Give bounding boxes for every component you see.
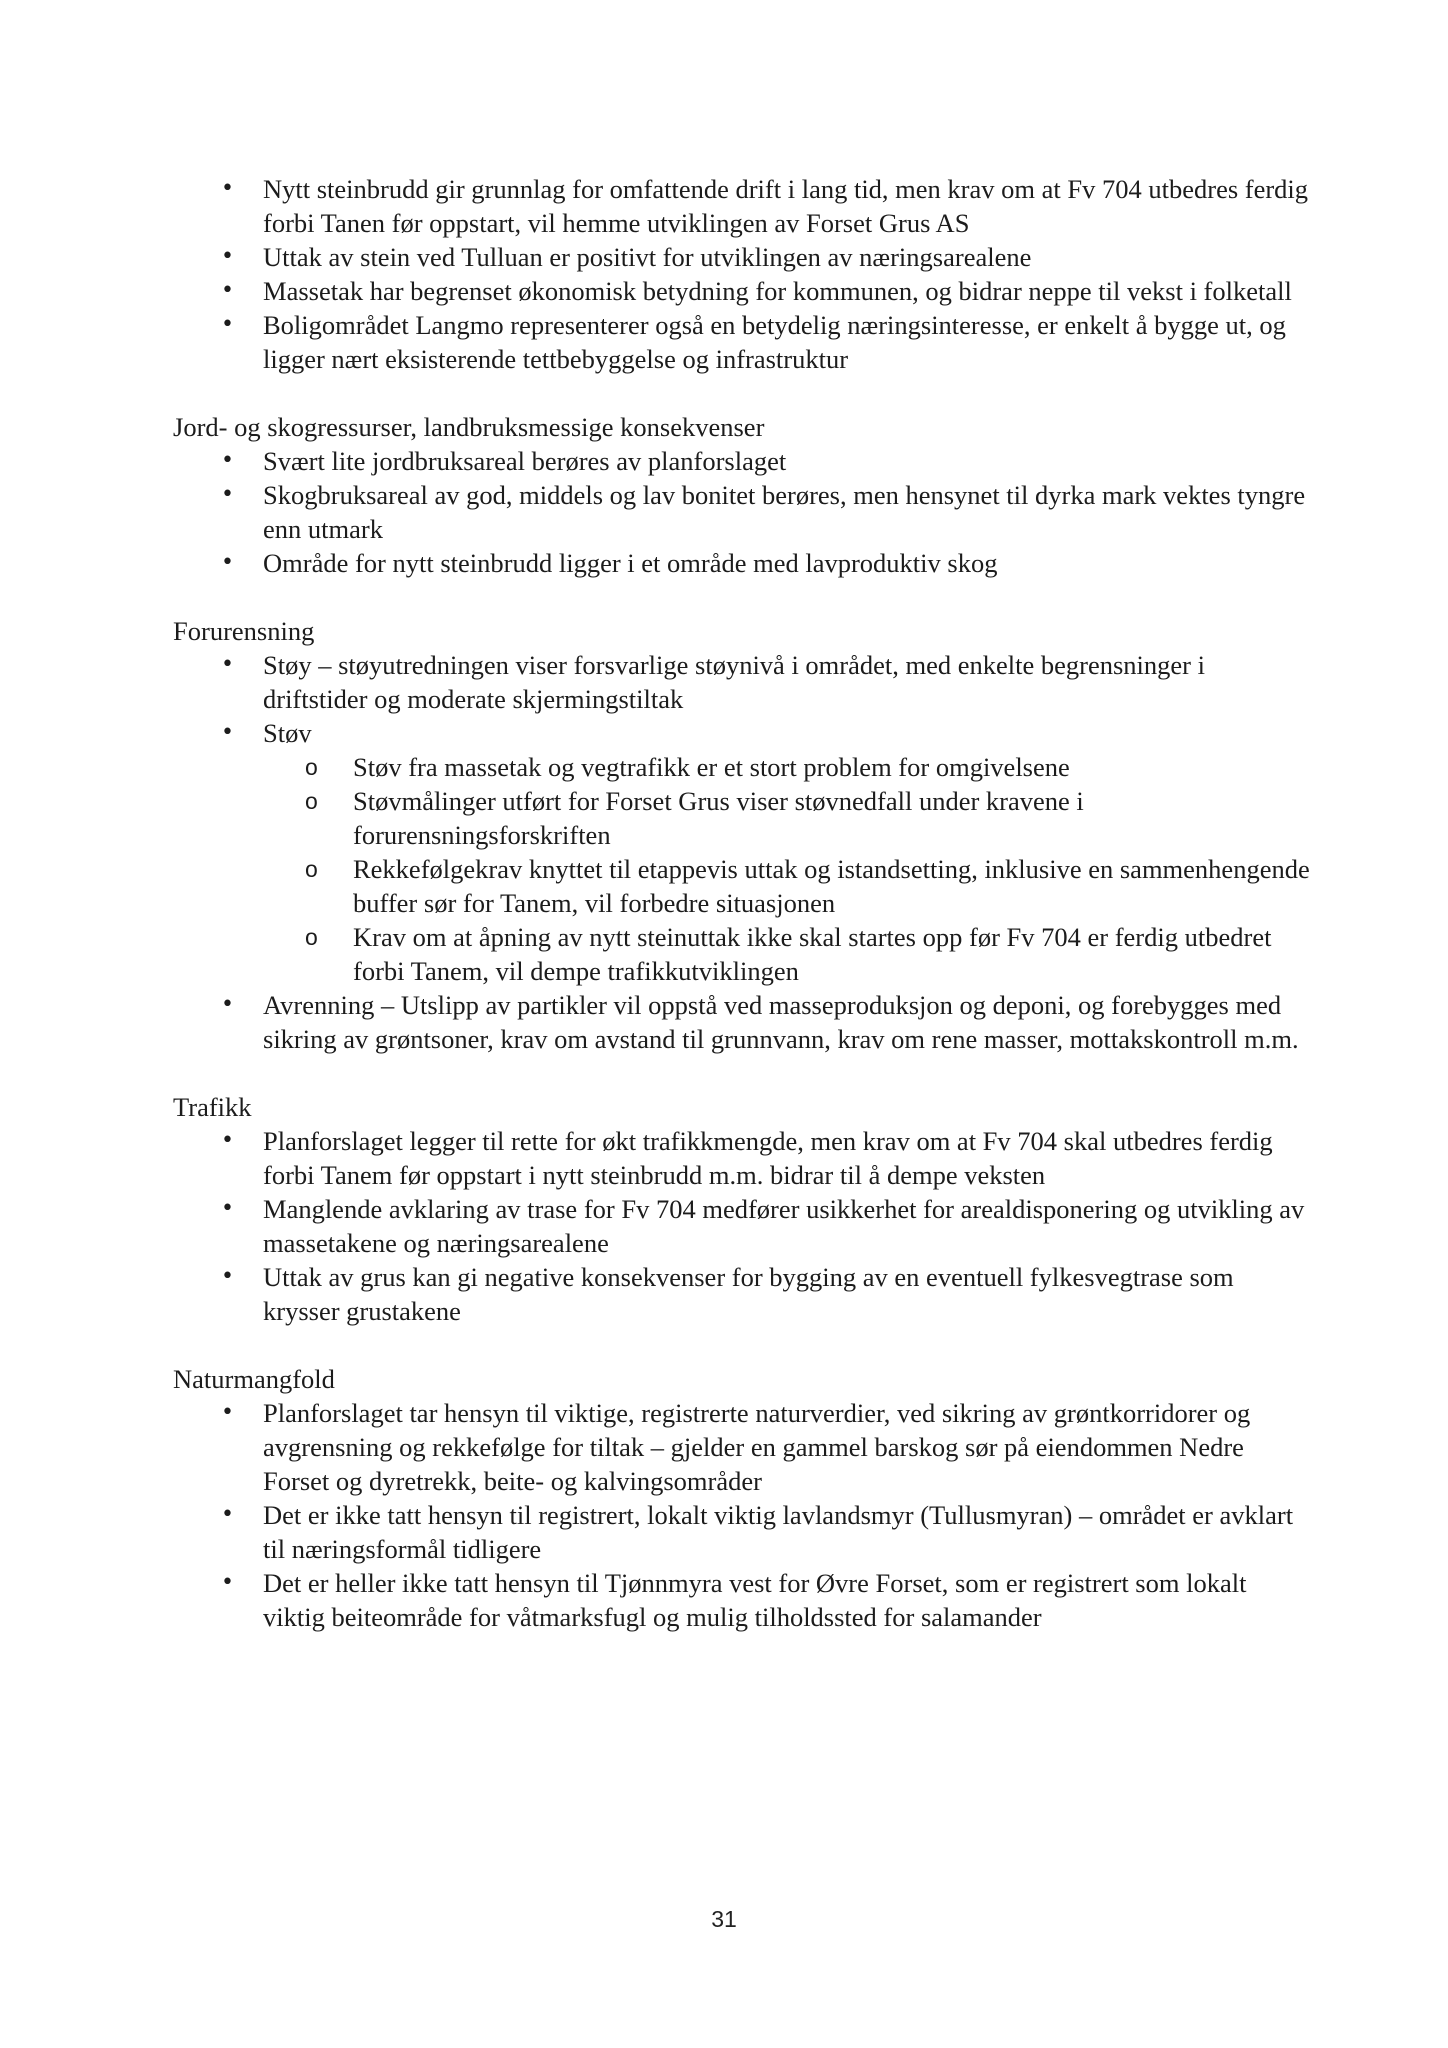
- section-heading: Forurensning: [173, 616, 315, 646]
- list-item: • Manglende avklaring av trase for Fv 704 medfører usikkerhet for arealdisponering og utvikling av massetakene og næringsarealene: [173, 1192, 1313, 1260]
- section-trafikk: [173, 1090, 1313, 1328]
- section-jord: [173, 410, 1313, 580]
- list-item: • Det er heller ikke tatt hensyn til Tjønnmyra vest for Øvre Forset, som er registrert som lokalt viktig beiteområde for våtmarksfugl og mulig tilholdssted for salamander: [173, 1566, 1313, 1634]
- intro-bullet-list: [173, 172, 1313, 376]
- section-heading: Naturmangfold: [173, 1364, 335, 1394]
- sub-list-item: o Rekkefølgekrav knyttet til etappevis uttak og istandsetting, inklusive en sammenhengende buffer sør for Tanem, vil forbedre situasjonen: [263, 852, 1313, 920]
- list-item: • Nytt steinbrudd gir grunnlag for omfattende drift i lang tid, men krav om at Fv 704 utbedres ferdig forbi Tanen før oppstart, vil hemme utviklingen av Forset Grus AS: [173, 172, 1313, 240]
- bullet-list: [173, 1124, 1313, 1328]
- list-item-label: Støv: [263, 718, 312, 748]
- list-item: • Massetak har begrenset økonomisk betydning for kommunen, og bidrar neppe til vekst i folketall: [173, 274, 1313, 308]
- list-item-stov: [173, 716, 1313, 988]
- document-page: [173, 172, 1313, 1634]
- list-item: • Område for nytt steinbrudd ligger i et område med lavproduktiv skog: [173, 546, 1313, 580]
- list-item: • Boligområdet Langmo representerer også en betydelig næringsinteresse, er enkelt å bygge ut, og ligger nært eksisterende tettbebyggelse og infrastruktur: [173, 308, 1313, 376]
- list-item: • Planforslaget legger til rette for økt trafikkmengde, men krav om at Fv 704 skal utbedres ferdig forbi Tanem før oppstart i nytt steinbrudd m.m. bidrar til å dempe veksten: [173, 1124, 1313, 1192]
- bullet-list: [173, 444, 1313, 580]
- list-item: • Avrenning – Utslipp av partikler vil oppstå ved masseproduksjon og deponi, og forebygges med sikring av grøntsoner, krav om avstand til grunnvann, krav om rene masser, mottakskontroll m.m.: [173, 988, 1313, 1056]
- sub-bullet-list: [263, 750, 1313, 988]
- list-item: • Skogbruksareal av god, middels og lav bonitet berøres, men hensynet til dyrka mark vektes tyngre enn utmark: [173, 478, 1313, 546]
- sub-list-item: o Støv fra massetak og vegtrafikk er et stort problem for omgivelsene: [263, 750, 1313, 784]
- section-heading: Trafikk: [173, 1092, 252, 1122]
- sub-list-item: o Krav om at åpning av nytt steinuttak ikke skal startes opp før Fv 704 er ferdig utbedret forbi Tanem, vil dempe trafikkutviklingen: [263, 920, 1313, 988]
- list-item: • Støy – støyutredningen viser forsvarlige støynivå i området, med enkelte begrensninger i driftstider og moderate skjermingstiltak: [173, 648, 1313, 716]
- section-heading: Jord- og skogressurser, landbruksmessige konsekvenser: [173, 412, 765, 442]
- sub-list-item: o Støvmålinger utført for Forset Grus viser støvnedfall under kravene i forurensningsforskriften: [263, 784, 1313, 852]
- list-item: • Planforslaget tar hensyn til viktige, registrerte naturverdier, ved sikring av grøntkorridorer og avgrensning og rekkefølge for tiltak – gjelder en gammel barskog sør på eiendommen Nedre Forset og dyretrekk, beite- og kalvingsområder: [173, 1396, 1313, 1498]
- page-number: 31: [711, 1906, 737, 1932]
- list-item: • Uttak av stein ved Tulluan er positivt for utviklingen av næringsarealene: [173, 240, 1313, 274]
- list-item: • Uttak av grus kan gi negative konsekvenser for bygging av en eventuell fylkesvegtrase som krysser grustakene: [173, 1260, 1313, 1328]
- bullet-list: [173, 648, 1313, 1056]
- list-item: • Svært lite jordbruksareal berøres av planforslaget: [173, 444, 1313, 478]
- bullet-list: [173, 1396, 1313, 1634]
- section-naturmangfold: [173, 1362, 1313, 1634]
- list-item: • Det er ikke tatt hensyn til registrert, lokalt viktig lavlandsmyr (Tullusmyran) – området er avklart til næringsformål tidligere: [173, 1498, 1313, 1566]
- section-forurensning: [173, 614, 1313, 1056]
